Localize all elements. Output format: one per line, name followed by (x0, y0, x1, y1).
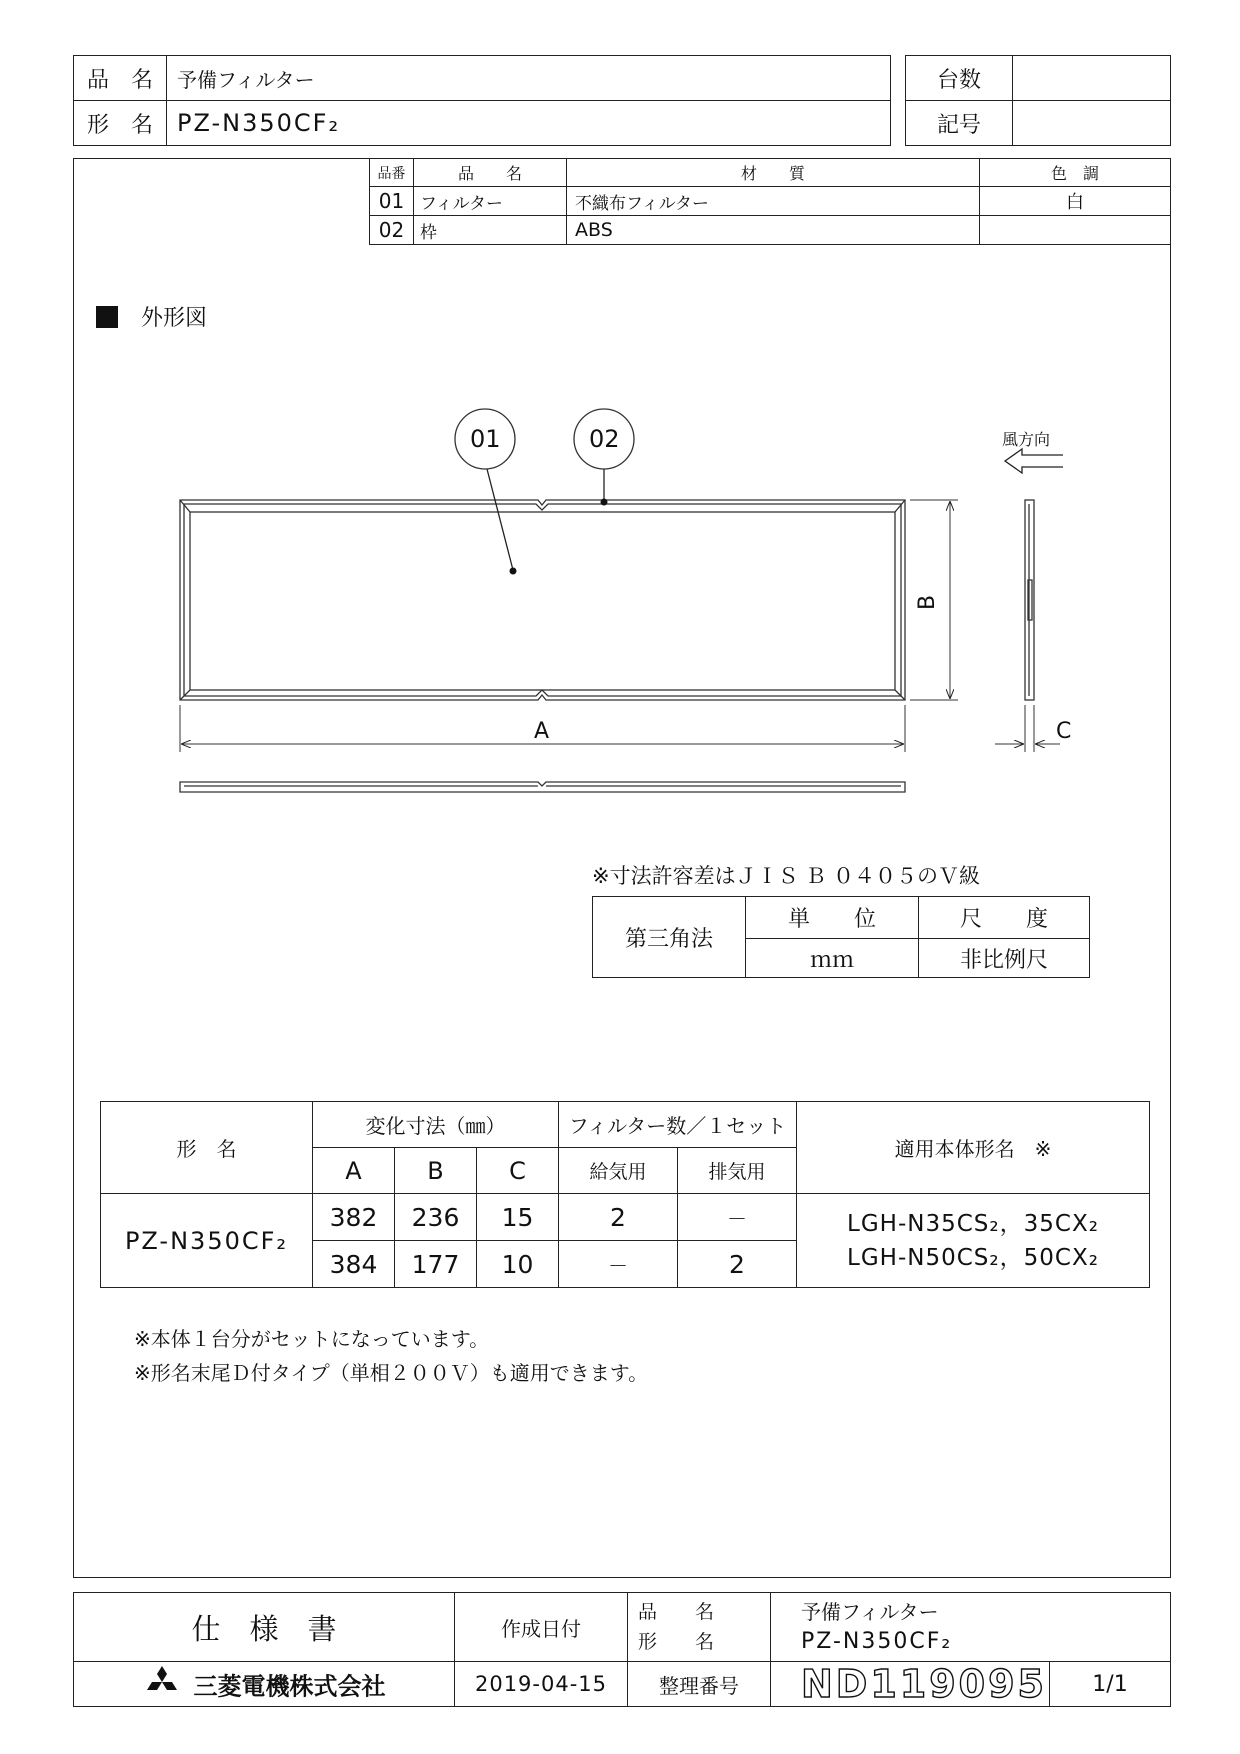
katamei-value: PZ-N350CF₂ (167, 101, 891, 146)
parts-row-material: ABS (567, 216, 980, 245)
dim-a-label: A (534, 719, 550, 744)
bottom-view (180, 782, 905, 792)
spec-sub-b: B (395, 1148, 477, 1194)
spec-applicable-1: LGH-N35CS₂，35CX₂ (847, 1210, 1099, 1237)
wind-arrow-icon (1005, 449, 1063, 473)
tolerance-note: ※寸法許容差はＪＩＳ Ｂ ０４０５のＶ級 (592, 864, 980, 888)
spec-cell-c: 10 (477, 1241, 559, 1288)
parts-row-color: 白 (980, 187, 1171, 216)
spec-sub-supply: 給気用 (559, 1148, 678, 1194)
date-label: 作成日付 (455, 1593, 628, 1662)
unit-label: 単 位 (746, 897, 919, 939)
dim-c-label: C (1056, 719, 1072, 744)
daisu-label: 台数 (906, 56, 1013, 101)
footer-katamei-value: PZ-N350CF₂ (801, 1629, 953, 1654)
spec-cell-b: 177 (395, 1241, 477, 1288)
parts-header-name: 品 名 (414, 159, 567, 187)
katamei-label: 形 名 (74, 101, 167, 146)
note-2: ※形名末尾Ｄ付タイプ（単相２００Ｖ）も適用できます。 (134, 1361, 649, 1385)
leader-01 (487, 469, 513, 570)
doc-type: 仕 様 書 (74, 1593, 455, 1662)
unit-value: ｍｍ (746, 939, 919, 978)
parts-header-no: 品番 (370, 159, 414, 187)
spec-col-filters: フィルター数／１セット (559, 1102, 797, 1148)
spec-table (100, 1101, 1150, 1288)
projection-table (592, 896, 1090, 978)
spec-model: PZ-N350CF₂ (101, 1194, 313, 1288)
parts-row-no: 01 (370, 187, 414, 216)
seiri-label: 整理番号 (628, 1662, 771, 1707)
company-name: 三菱電機株式会社 (193, 1672, 386, 1701)
side-view (1025, 500, 1034, 700)
parts-header-material: 材 質 (567, 159, 980, 187)
hinmei-label: 品 名 (74, 56, 167, 101)
scale-value: 非比例尺 (919, 939, 1090, 978)
parts-row-name: フィルター (414, 187, 567, 216)
footer-katamei-label: 形 名 (638, 1631, 715, 1653)
note-1: ※本体１台分がセットになっています。 (134, 1327, 490, 1351)
footer-hinmei-value: 予備フィルター (801, 1600, 939, 1624)
spec-sub-exhaust: 排気用 (678, 1148, 797, 1194)
outline-drawing (0, 0, 1240, 840)
parts-row-material: 不織布フィルター (567, 187, 980, 216)
wind-direction-label: 風方向 (1002, 430, 1051, 449)
company-cell (74, 1662, 455, 1707)
spec-applicable-2: LGH-N50CS₂，50CX₂ (847, 1244, 1099, 1271)
spec-cell-c: 15 (477, 1194, 559, 1241)
spec-cell-supply: － (559, 1241, 678, 1288)
footer-title-block (73, 1592, 1171, 1707)
spec-cell-supply: 2 (559, 1194, 678, 1241)
mitsubishi-logo-icon (142, 1666, 182, 1702)
section-title: 外形図 (141, 306, 208, 331)
balloon-01-label: 01 (470, 425, 501, 453)
spec-sub-a: A (313, 1148, 395, 1194)
spec-cell-exhaust: － (678, 1194, 797, 1241)
seiri-value: ND119095 (771, 1662, 1050, 1707)
spec-sub-c: C (477, 1148, 559, 1194)
kigou-label: 記号 (906, 101, 1013, 146)
page-number: 1/1 (1050, 1662, 1171, 1707)
parts-row-no: 02 (370, 216, 414, 245)
balloon-02-label: 02 (589, 425, 620, 453)
hinmei-value: 予備フィルター (167, 56, 891, 101)
spec-cell-exhaust: 2 (678, 1241, 797, 1288)
footer-values (771, 1593, 1171, 1662)
spec-cell-b: 236 (395, 1194, 477, 1241)
date-value: 2019-04-15 (455, 1662, 628, 1707)
spec-col-katamei: 形 名 (101, 1102, 313, 1194)
scale-label: 尺 度 (919, 897, 1090, 939)
parts-row-name: 枠 (414, 216, 567, 245)
front-view (180, 500, 905, 700)
spec-col-dims: 変化寸法（㎜） (313, 1102, 559, 1148)
spec-applicable-models (797, 1194, 1150, 1288)
projection-method: 第三角法 (593, 897, 746, 978)
footer-hinmei-label: 品 名 (638, 1601, 715, 1623)
parts-header-color: 色 調 (980, 159, 1171, 187)
footer-labels (628, 1593, 771, 1662)
dim-b-label: B (915, 594, 941, 611)
spec-cell-a: 382 (313, 1194, 395, 1241)
spec-cell-a: 384 (313, 1241, 395, 1288)
spec-col-applicable: 適用本体形名 ※ (797, 1102, 1150, 1194)
